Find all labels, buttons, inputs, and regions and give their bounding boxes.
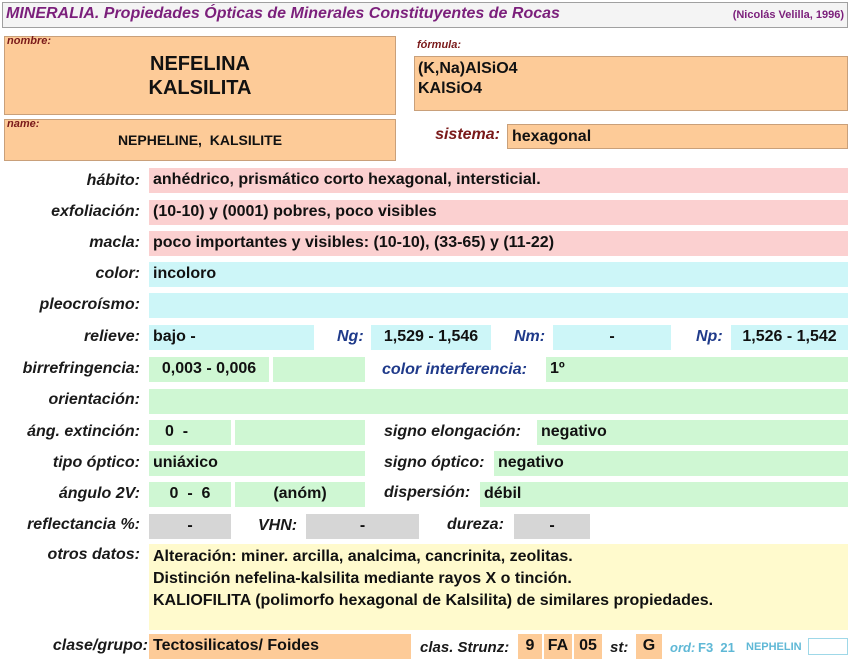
extincion-value: 0 - (149, 420, 231, 445)
angulo-2v-label: ángulo 2V: (58, 485, 140, 502)
exfoliacion-label: exfoliación: (51, 203, 140, 220)
np-value: 1,526 - 1,542 (731, 325, 848, 350)
english-name: NEPHELINE, KALSILITE (117, 132, 283, 148)
elongacion-label: signo elongación: (384, 423, 521, 440)
code-box (808, 638, 848, 655)
macla-label: macla: (89, 234, 140, 251)
st-value: G (636, 634, 662, 659)
birrefringencia-value: 0,003 - 0,006 (149, 357, 269, 382)
formula-line-2: KAlSiO4 (418, 80, 483, 97)
st-label: st: (610, 639, 629, 656)
otros-datos-label: otros datos: (47, 546, 140, 563)
nm-value: - (553, 325, 671, 350)
vhn-label: VHN: (258, 517, 298, 534)
dureza-label: dureza: (447, 516, 504, 533)
nm-label: Nm: (514, 328, 546, 345)
birrefringencia-label: birrefringencia: (22, 360, 140, 377)
pleocroismo-label: pleocroísmo: (39, 296, 140, 313)
color-interferencia-value: 1º (546, 357, 848, 382)
author-credit: (Nicolás Velilla, 1996) (732, 9, 844, 21)
strunz-label: clas. Strunz: (420, 639, 510, 656)
nombre-label: nombre: (7, 35, 51, 47)
elongacion-value: negativo (537, 420, 848, 445)
dispersion-value: débil (480, 482, 848, 507)
exfoliacion-value: (10-10) y (0001) pobres, poco visibles (149, 200, 848, 225)
dispersion-label: dispersión: (384, 484, 471, 501)
signo-optico-label: signo óptico: (384, 454, 485, 471)
name-label: name: (7, 118, 40, 130)
color-value: incoloro (149, 262, 848, 287)
formula-label: fórmula: (417, 39, 461, 51)
habito-value: anhédrico, prismático corto hexagonal, intersticial. (149, 168, 848, 193)
relieve-value: bajo - (149, 325, 314, 350)
orientacion-value (149, 389, 848, 414)
clase-grupo-value: Tectosilicatos/ Foides (149, 634, 411, 659)
mineral-name-2: KALSILITA (148, 77, 252, 99)
macla-value: poco importantes y visibles: (10-10), (33-65) y (11-22) (149, 231, 848, 256)
formula-line-1: (K,Na)AlSiO4 (418, 60, 518, 77)
color-label: color: (95, 265, 140, 282)
np-label: Np: (696, 328, 723, 345)
otros-datos-line-1: Alteración: miner. arcilla, analcima, cancrinita, zeolitas. (153, 548, 573, 565)
reflectancia-value: - (149, 514, 231, 539)
habito-label: hábito: (86, 172, 140, 189)
ng-label: Ng: (337, 328, 364, 345)
extincion-label: áng. extinción: (27, 423, 140, 440)
mineral-name-1: NEFELINA (150, 53, 250, 75)
angulo-2v-value: 0 - 6 (149, 482, 231, 507)
reflectancia-label: reflectancia %: (27, 516, 140, 533)
color-interferencia-label: color interferencia: (382, 361, 527, 378)
mineral-code: NEPHELIN (746, 641, 802, 653)
birrefringencia-value-2 (273, 357, 365, 382)
strunz-value-3: 05 (574, 634, 602, 659)
strunz-value-2: FA (544, 634, 572, 659)
angulo-2v-value-2: (anóm) (235, 482, 365, 507)
sistema-label: sistema: (435, 126, 500, 143)
tipo-optico-label: tipo óptico: (52, 454, 140, 471)
otros-datos-line-3: KALIOFILITA (polimorfo hexagonal de Kalsilita) de similares propiedades. (153, 592, 714, 609)
tipo-optico-value: uniáxico (149, 451, 365, 476)
vhn-value: - (306, 514, 419, 539)
ng-value: 1,529 - 1,546 (371, 325, 491, 350)
signo-optico-value: negativo (494, 451, 848, 476)
ord-value: F3 21 (698, 640, 735, 655)
relieve-label: relieve: (83, 328, 140, 345)
app-title: MINERALIA. Propiedades Ópticas de Minerales Constituyentes de Rocas (6, 5, 560, 22)
ord-label: ord: (670, 640, 696, 655)
otros-datos-line-2: Distinción nefelina-kalsilita mediante rayos X o tinción. (153, 570, 572, 587)
clase-grupo-label: clase/grupo: (52, 637, 148, 654)
orientacion-label: orientación: (48, 391, 140, 408)
pleocroismo-value (149, 293, 848, 318)
extincion-value-2 (235, 420, 365, 445)
sistema-value: hexagonal (507, 124, 848, 149)
strunz-value-1: 9 (518, 634, 542, 659)
dureza-value: - (514, 514, 590, 539)
